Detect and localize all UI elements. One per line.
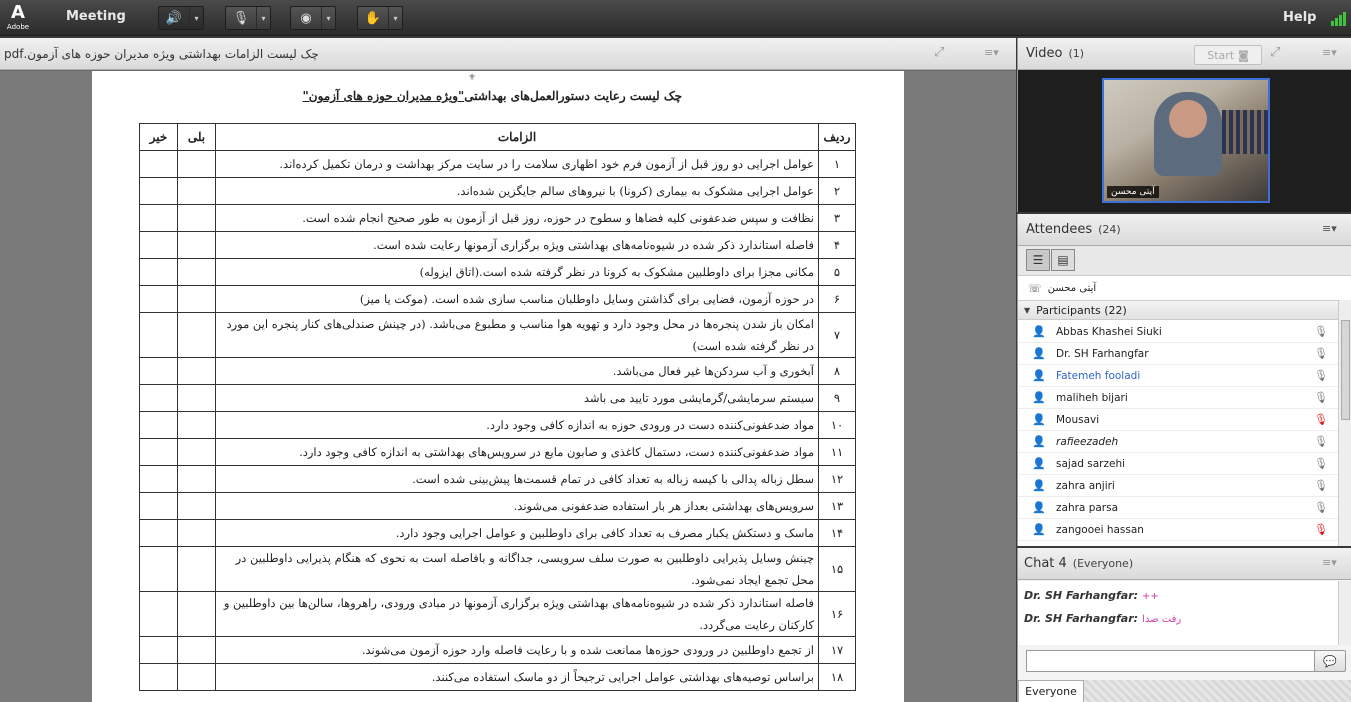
checklist-row: [140, 412, 856, 439]
yes-cell[interactable]: [178, 151, 216, 178]
no-cell[interactable]: [140, 151, 178, 178]
attendees-view-bar: [1018, 246, 1351, 276]
row-requirement: عوامل اجرایی دو روز قبل از آزمون فرم خود اظهاری سلامت را در سایت مرکز بهداشت و درمان تکمیل کرده‌اند.: [216, 151, 819, 178]
start-webcam-button[interactable]: [1194, 45, 1262, 65]
checklist-row: [140, 493, 856, 520]
video-pod-title: Video: [1026, 46, 1063, 61]
chat-message: [1024, 608, 1332, 631]
top-menu-bar: [0, 0, 1351, 36]
shared-file-title: چک لیست الزامات بهداشتی ویژه مدیران حوزه های آزمون.pdf: [4, 47, 319, 61]
chat-pod-title: Chat 4: [1024, 556, 1067, 571]
participant-icon: 👤: [1032, 369, 1046, 382]
share-pod-header: [0, 38, 1016, 70]
participants-group-header[interactable]: [1018, 300, 1338, 320]
attendees-pod-header: [1018, 214, 1351, 246]
row-requirement: چینش وسایل پذیرایی داوطلبین به صورت سلف سرویسی، جداگانه و بافاصله است به نحوی که هنگام پذیرایی داوطلبین در محل تجمع ایجاد نمی‌شود.: [216, 547, 819, 592]
pod-options-icon[interactable]: ≡▾: [1322, 556, 1337, 569]
participant-row[interactable]: [1018, 343, 1338, 365]
row-number: ۷: [819, 313, 856, 358]
row-requirement: سرویس‌های بهداشتی بعداز هر بار استفاده ضدعفونی می‌شوند.: [216, 493, 819, 520]
checklist-row: [140, 286, 856, 313]
document-emblem-icon: ⚜: [468, 73, 477, 83]
row-requirement: مواد ضدعفونی‌کننده دست در ورودی حوزه به اندازه کافی وجود دارد.: [216, 412, 819, 439]
microphone-icon: 🎙: [1314, 435, 1328, 448]
fullscreen-icon[interactable]: ⤢: [934, 45, 945, 60]
raise-hand-button[interactable]: [357, 6, 403, 30]
share-pod: [0, 38, 1016, 702]
participant-icon: 👤: [1032, 523, 1046, 536]
phone-icon: ☏: [1028, 281, 1042, 295]
yes-cell[interactable]: [178, 313, 216, 358]
video-pod-header: [1018, 38, 1351, 70]
microphone-icon: 🎙: [1314, 479, 1328, 492]
row-requirement: نظافت و سپس ضدعفونی کلیه فضاها و سطوح در حوزه، روز قبل از آزمون به طور صحیح انجام شده است.: [216, 205, 819, 232]
participant-row[interactable]: [1018, 453, 1338, 475]
row-requirement: آبخوری و آب سردکن‌ها غیر فعال می‌باشد.: [216, 358, 819, 385]
checklist-row: [140, 592, 856, 637]
row-number: ۱۴: [819, 520, 856, 547]
video-pod: [1017, 38, 1351, 212]
row-number: ۹: [819, 385, 856, 412]
no-cell[interactable]: [140, 547, 178, 592]
connection-signal-icon: [1331, 10, 1349, 26]
document-title-main: چک لیست رعایت دستورالعمل‌های بهداشتی: [464, 89, 682, 103]
no-cell[interactable]: [140, 466, 178, 493]
speaker-button[interactable]: [158, 6, 204, 30]
video-feed[interactable]: [1102, 78, 1270, 203]
no-cell[interactable]: [140, 412, 178, 439]
no-cell[interactable]: [140, 637, 178, 664]
pod-options-icon[interactable]: ≡▾: [1322, 222, 1337, 235]
participant-row[interactable]: [1018, 497, 1338, 519]
row-number: ۳: [819, 205, 856, 232]
checklist-row: [140, 520, 856, 547]
fullscreen-icon[interactable]: ⤢: [1270, 45, 1281, 60]
checklist-row: [140, 358, 856, 385]
chat-text: رفت صدا: [1142, 614, 1182, 625]
chat-text: ++: [1142, 591, 1159, 602]
row-number: ۱۲: [819, 466, 856, 493]
participant-name: zahra anjiri: [1056, 479, 1115, 492]
no-cell[interactable]: [140, 205, 178, 232]
microphone-muted-icon: 🎙: [1314, 413, 1328, 426]
chat-message: [1024, 585, 1332, 608]
help-menu[interactable]: Help: [1283, 10, 1317, 25]
microphone-icon: 🎙: [1314, 325, 1328, 338]
microphone-icon: 🎙: [1314, 457, 1328, 470]
list-view-icon[interactable]: ☰: [1026, 249, 1050, 271]
participant-icon: 👤: [1032, 347, 1046, 360]
no-cell[interactable]: [140, 439, 178, 466]
row-number: ۱: [819, 151, 856, 178]
no-cell[interactable]: [140, 493, 178, 520]
row-requirement: مکانی مجزا برای داوطلبین مشکوک به کرونا در نظر گرفته شده است.(اتاق ایزوله): [216, 259, 819, 286]
checklist-row: [140, 205, 856, 232]
chat-title-wrap: [1024, 556, 1133, 571]
yes-cell[interactable]: [178, 286, 216, 313]
row-requirement: فاصله استاندارد ذکر شده در شیوه‌نامه‌های بهداشتی ویژه برگزاری آزمونها رعایت شده است.: [216, 232, 819, 259]
participant-name: Dr. SH Farhangfar: [1056, 347, 1149, 360]
chat-tab-strip: [1084, 680, 1351, 702]
yes-cell[interactable]: [178, 385, 216, 412]
yes-cell[interactable]: [178, 547, 216, 592]
header-requirements: الزامات: [216, 124, 819, 151]
checklist-row: [140, 466, 856, 493]
chat-pod-header: [1018, 548, 1351, 580]
scrollbar-thumb[interactable]: [1341, 320, 1350, 420]
attendees-pod-title: Attendees: [1026, 222, 1093, 237]
row-number: ۱۳: [819, 493, 856, 520]
adobe-logo-text: Adobe: [6, 23, 30, 31]
row-requirement: در حوزه آزمون، فضایی برای گذاشتن وسایل داوطلبان مناسب سازی شده است. (موکت یا میز): [216, 286, 819, 313]
row-number: ۱۶: [819, 592, 856, 637]
yes-cell[interactable]: [178, 592, 216, 637]
participant-icon: 👤: [1032, 501, 1046, 514]
status-view-icon[interactable]: ▤: [1051, 249, 1075, 271]
no-cell[interactable]: [140, 259, 178, 286]
chat-message-list: [1018, 581, 1338, 645]
no-cell[interactable]: [140, 520, 178, 547]
webcam-icon[interactable]: ◉: [300, 10, 312, 26]
participant-row[interactable]: [1018, 409, 1338, 431]
pod-options-icon[interactable]: ≡▾: [984, 46, 999, 59]
row-number: ۱۰: [819, 412, 856, 439]
row-number: ۲: [819, 178, 856, 205]
participant-name: Fatemeh fooladi: [1056, 369, 1141, 382]
yes-cell[interactable]: [178, 637, 216, 664]
row-requirement: سیستم سرمایشی/گرمایشی مورد تایید می باشد: [216, 385, 819, 412]
participant-icon: 👤: [1032, 413, 1046, 426]
no-cell[interactable]: [140, 178, 178, 205]
meeting-menu[interactable]: Meeting: [66, 9, 126, 24]
pod-options-icon[interactable]: ≡▾: [1322, 46, 1337, 59]
row-requirement: سطل زباله پدالی با کیسه زباله به تعداد کافی در تمام قسمت‌ها پیش‌بینی شده است.: [216, 466, 819, 493]
row-number: ۸: [819, 358, 856, 385]
attendees-count: (24): [1098, 223, 1121, 236]
yes-cell[interactable]: [178, 466, 216, 493]
chat-sender: Dr. SH Farhangfar:: [1024, 589, 1139, 602]
row-number: ۱۵: [819, 547, 856, 592]
speaker-icon[interactable]: 🔊: [165, 10, 183, 26]
attendees-scrollbar[interactable]: [1338, 300, 1351, 546]
checklist-row: [140, 151, 856, 178]
participant-name: sajad sarzehi: [1056, 457, 1126, 470]
checklist-row: [140, 232, 856, 259]
header-row-number: ردیف: [819, 124, 856, 151]
webcam-small-icon: ◙: [1238, 48, 1249, 62]
participant-name: Abbas Khashei Siuki: [1056, 325, 1162, 338]
microphone-dropdown[interactable]: ▾: [256, 7, 270, 29]
microphone-button[interactable]: [225, 6, 271, 30]
participant-icon: 👤: [1032, 457, 1046, 470]
participant-row[interactable]: [1018, 321, 1338, 343]
no-cell[interactable]: [140, 313, 178, 358]
yes-cell[interactable]: [178, 664, 216, 691]
row-requirement: ماسک و دستکش یکبار مصرف به تعداد کافی برای داوطلبین و عوامل اجرایی وجود دارد.: [216, 520, 819, 547]
attendees-title-wrap: [1026, 222, 1121, 237]
adobe-logo-mark: A: [11, 2, 25, 23]
checklist-row: [140, 439, 856, 466]
row-number: ۱۸: [819, 664, 856, 691]
chat-sender: Dr. SH Farhangfar:: [1024, 612, 1139, 625]
video-participant-image: [1154, 92, 1222, 176]
no-cell[interactable]: [140, 592, 178, 637]
yes-cell[interactable]: [178, 178, 216, 205]
no-cell[interactable]: [140, 232, 178, 259]
speaker-dropdown[interactable]: ▾: [189, 7, 203, 29]
row-requirement: فاصله استاندارد ذکر شده در شیوه‌نامه‌های بهداشتی ویژه برگزاری آزمونها در مبادی ورودی، راهروها، سالن‌ها بین داوطلبین و کارکنان رعایت می‌گردد.: [216, 592, 819, 637]
participant-icon: 👤: [1032, 479, 1046, 492]
yes-cell[interactable]: [178, 259, 216, 286]
chat-input[interactable]: [1026, 650, 1328, 672]
yes-cell[interactable]: [178, 358, 216, 385]
chat-send-icon[interactable]: 💬: [1314, 650, 1346, 672]
raise-hand-dropdown[interactable]: ▾: [388, 7, 402, 29]
participant-name: maliheh bijari: [1056, 391, 1128, 404]
row-number: ۴: [819, 232, 856, 259]
participant-icon: 👤: [1032, 325, 1046, 338]
video-participant-name: آیتی محسن: [1107, 186, 1159, 198]
host-row[interactable]: [1018, 277, 1351, 299]
checklist-row: [140, 385, 856, 412]
microphone-icon: 🎙: [1314, 501, 1328, 514]
participant-name: zangooei hassan: [1056, 523, 1144, 536]
participant-row[interactable]: [1018, 475, 1338, 497]
no-cell[interactable]: [140, 664, 178, 691]
chat-tab-everyone[interactable]: Everyone: [1018, 680, 1084, 702]
row-number: ۵: [819, 259, 856, 286]
no-cell[interactable]: [140, 385, 178, 412]
video-pod-title-wrap: [1026, 46, 1084, 61]
checklist-row: [140, 259, 856, 286]
no-cell[interactable]: [140, 286, 178, 313]
attendees-pod: [1017, 214, 1351, 546]
checklist-row: [140, 178, 856, 205]
participant-row[interactable]: [1018, 431, 1338, 453]
chat-scrollbar[interactable]: [1338, 581, 1351, 645]
video-count: (1): [1068, 47, 1085, 60]
document-viewer[interactable]: [0, 71, 1016, 702]
host-name: آیتی محسن: [1047, 282, 1097, 294]
checklist-row: [140, 547, 856, 592]
webcam-button[interactable]: [290, 6, 336, 30]
header-yes: بلی: [178, 124, 216, 151]
microphone-muted-icon: 🎙: [1314, 523, 1328, 536]
microphone-icon: 🎙: [1314, 347, 1328, 360]
participant-icon: 👤: [1032, 435, 1046, 448]
row-requirement: براساس توصیه‌های بهداشتی عوامل اجرایی ترجیحاً از دو ماسک استفاده می‌کنند.: [216, 664, 819, 691]
document-title: [92, 89, 682, 103]
row-number: ۱۷: [819, 637, 856, 664]
webcam-dropdown[interactable]: ▾: [321, 7, 335, 29]
row-requirement: عوامل اجرایی مشکوک به بیماری (کرونا) با نیروهای سالم جایگزین شده‌اند.: [216, 178, 819, 205]
participants-list: [1018, 321, 1338, 546]
document-page: [92, 71, 904, 702]
participant-name: zahra parsa: [1056, 501, 1119, 514]
checklist-table: [139, 123, 856, 691]
yes-cell[interactable]: [178, 232, 216, 259]
row-requirement: از تجمع داوطلبین در ورودی حوزه‌ها ممانعت شده و با رعایت فاصله وارد حوزه آزمون می‌شوند.: [216, 637, 819, 664]
microphone-icon: 🎙: [1314, 369, 1328, 382]
row-number: ۱۱: [819, 439, 856, 466]
chat-scope: (Everyone): [1072, 557, 1134, 570]
yes-cell[interactable]: [178, 520, 216, 547]
video-background-bookshelf: [1222, 110, 1268, 154]
microphone-icon[interactable]: 🎙: [232, 10, 250, 26]
adobe-logo: [4, 3, 32, 33]
yes-cell[interactable]: [178, 412, 216, 439]
checklist-header-row: [140, 124, 856, 151]
participants-label: Participants (22): [1036, 303, 1127, 317]
yes-cell[interactable]: [178, 493, 216, 520]
start-webcam-label: Start: [1207, 48, 1235, 62]
checklist-row: [140, 664, 856, 691]
yes-cell[interactable]: [178, 439, 216, 466]
participant-row[interactable]: [1018, 519, 1338, 541]
row-requirement: مواد ضدعفونی‌کننده دست، دستمال کاغذی و صابون مایع در سرویس‌های بهداشتی به اندازه کافی وجود دارد.: [216, 439, 819, 466]
participant-name: rafieezadeh: [1056, 435, 1119, 448]
header-no: خیر: [140, 124, 178, 151]
chat-pod: [1017, 548, 1351, 702]
participant-row[interactable]: [1018, 365, 1338, 387]
raise-hand-icon[interactable]: ✋: [364, 10, 382, 26]
no-cell[interactable]: [140, 358, 178, 385]
row-number: ۶: [819, 286, 856, 313]
microphone-icon: 🎙: [1314, 391, 1328, 404]
participant-icon: 👤: [1032, 391, 1046, 404]
participant-row[interactable]: [1018, 387, 1338, 409]
document-title-subtitle: "ویژه مدیران حوزه های آزمون": [302, 89, 465, 103]
checklist-row: [140, 637, 856, 664]
row-requirement: امکان باز شدن پنجره‌ها در محل وجود دارد و تهویه هوا مناسب و مطبوع می‌باشد. (در چینش صندلی‌های کنار پنجره این مورد در نظر گرفته شده است): [216, 313, 819, 358]
checklist-row: [140, 313, 856, 358]
yes-cell[interactable]: [178, 205, 216, 232]
participant-name: Mousavi: [1056, 413, 1100, 426]
collapse-triangle-icon[interactable]: ▼: [1024, 305, 1031, 315]
